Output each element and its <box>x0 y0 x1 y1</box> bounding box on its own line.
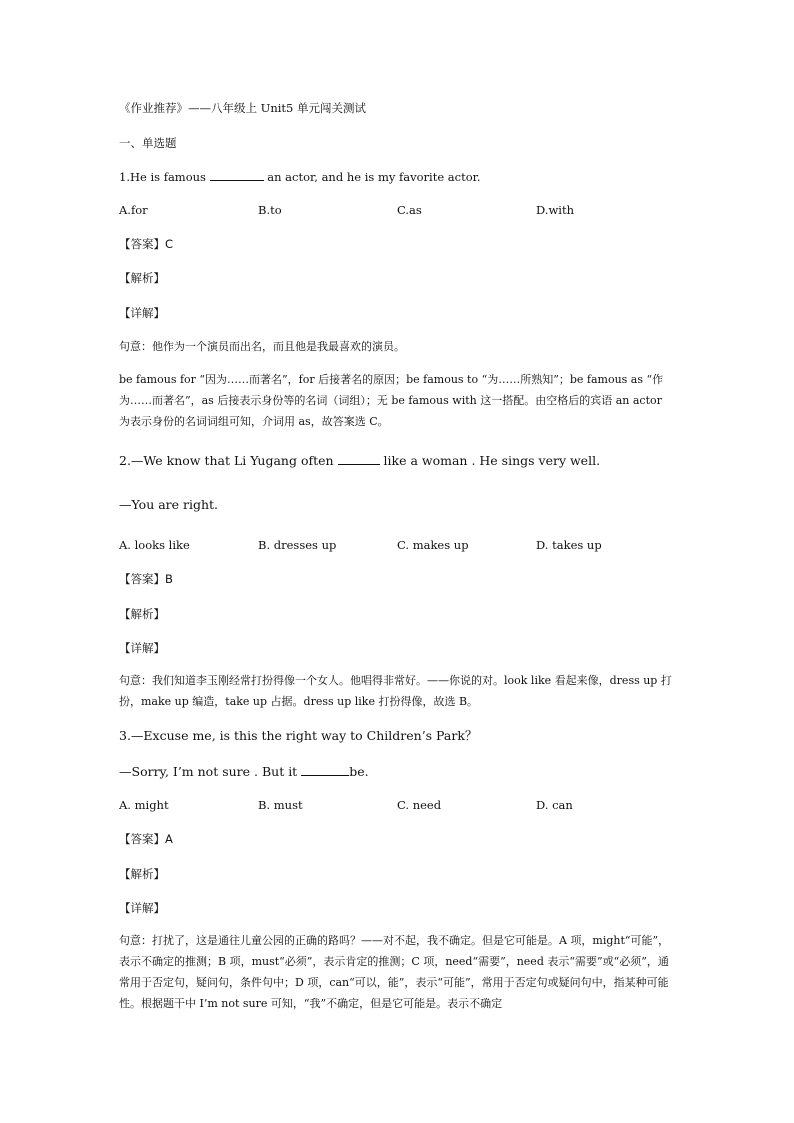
option-d[interactable]: D.with <box>536 203 575 217</box>
explanation-paragraph: be famous for “因为……而著名”，for 后接著名的原因；be famous to “为……所熟知”；be famous as “作为……而著名”，as 后接表示身份等的名词（词组）；无 be famous with 这一搭配。由空格后的宾语 an actor 为表示身份的名词词组可知，介词用 as，故答案选 C。 <box>119 373 664 428</box>
question-3-options <box>119 798 679 814</box>
question-1-stem <box>119 169 481 184</box>
explanation-paragraph: 句意：打扰了，这是通往儿童公园的正确的路吗？——对不起，我不确定。但是它可能是。A 项，might“可能”，表示不确定的推测；B 项，must“必须”，表示肯定的推测；C 项，need“需要”，need 表示“需要”或“必须”，通常用于否定句，疑问句，条件句中；D 项，can“可以，能”，表示“可能”，常用于否定句或疑问句中，指某种可能性。根据题干中 I’m not sure 可知，“我”不确定，但是它可能是。表示不确定 <box>119 934 670 1010</box>
detail-label: 【详解】 <box>119 306 165 320</box>
answer-blank <box>301 764 349 776</box>
analysis-label: 【解析】 <box>119 867 165 881</box>
answer-blank <box>338 453 380 465</box>
detail-label: 【详解】 <box>119 901 165 915</box>
answer-label: 【答案】C <box>119 237 174 251</box>
option-d[interactable]: D. can <box>536 798 573 812</box>
question-1-stem-end: an actor, and he is my favorite actor. <box>263 170 481 184</box>
option-b[interactable]: B.to <box>258 203 282 217</box>
analysis-label: 【解析】 <box>119 607 165 621</box>
option-c[interactable]: C. need <box>397 798 442 812</box>
answer-blank <box>210 169 264 181</box>
option-b[interactable]: B. must <box>258 798 303 812</box>
option-a[interactable]: A.for <box>119 203 148 217</box>
analysis-label: 【解析】 <box>119 271 165 285</box>
section-heading: 一、单选题 <box>119 136 177 150</box>
detail-label: 【详解】 <box>119 641 165 655</box>
document-title: 《作业推荐》——八年级上 Unit5 单元闯关测试 <box>119 101 367 115</box>
option-b[interactable]: B. dresses up <box>258 538 337 552</box>
explanation-paragraph: 句意：我们知道李玉刚经常打扮得像一个女人。他唱得非常好。——你说的对。look like 看起来像，dress up 打扮，make up 编造，take up 占据。dress up like 打扮得像，故选 B。 <box>119 674 672 708</box>
question-2-stem <box>119 453 600 468</box>
question-1-stem-start: 1.He is famous <box>119 170 210 184</box>
option-a[interactable]: A. might <box>119 798 169 812</box>
question-2-reply: —You are right. <box>119 497 219 512</box>
question-3-stem: 3.—Excuse me, is this the right way to Children’s Park？ <box>119 728 478 743</box>
option-c[interactable]: C. makes up <box>397 538 469 552</box>
answer-label: 【答案】B <box>119 572 173 586</box>
answer-label: 【答案】A <box>119 832 173 846</box>
question-1-options <box>119 203 679 219</box>
question-2-options <box>119 538 679 554</box>
option-a[interactable]: A. looks like <box>119 538 190 552</box>
question-2-stem-start: 2.—We know that Li Yugang often <box>119 453 338 468</box>
question-3-reply-end: be. <box>349 764 369 779</box>
sentence-meaning: 句意：他作为一个演员而出名，而且他是我最喜欢的演员。 <box>119 340 405 353</box>
option-d[interactable]: D. takes up <box>536 538 602 552</box>
question-2-stem-end: like a woman . He sings very well. <box>379 453 601 468</box>
question-3-reply-start: —Sorry, I’m not sure . But it <box>119 764 302 779</box>
option-c[interactable]: C.as <box>397 203 422 217</box>
question-3-reply <box>119 764 369 779</box>
